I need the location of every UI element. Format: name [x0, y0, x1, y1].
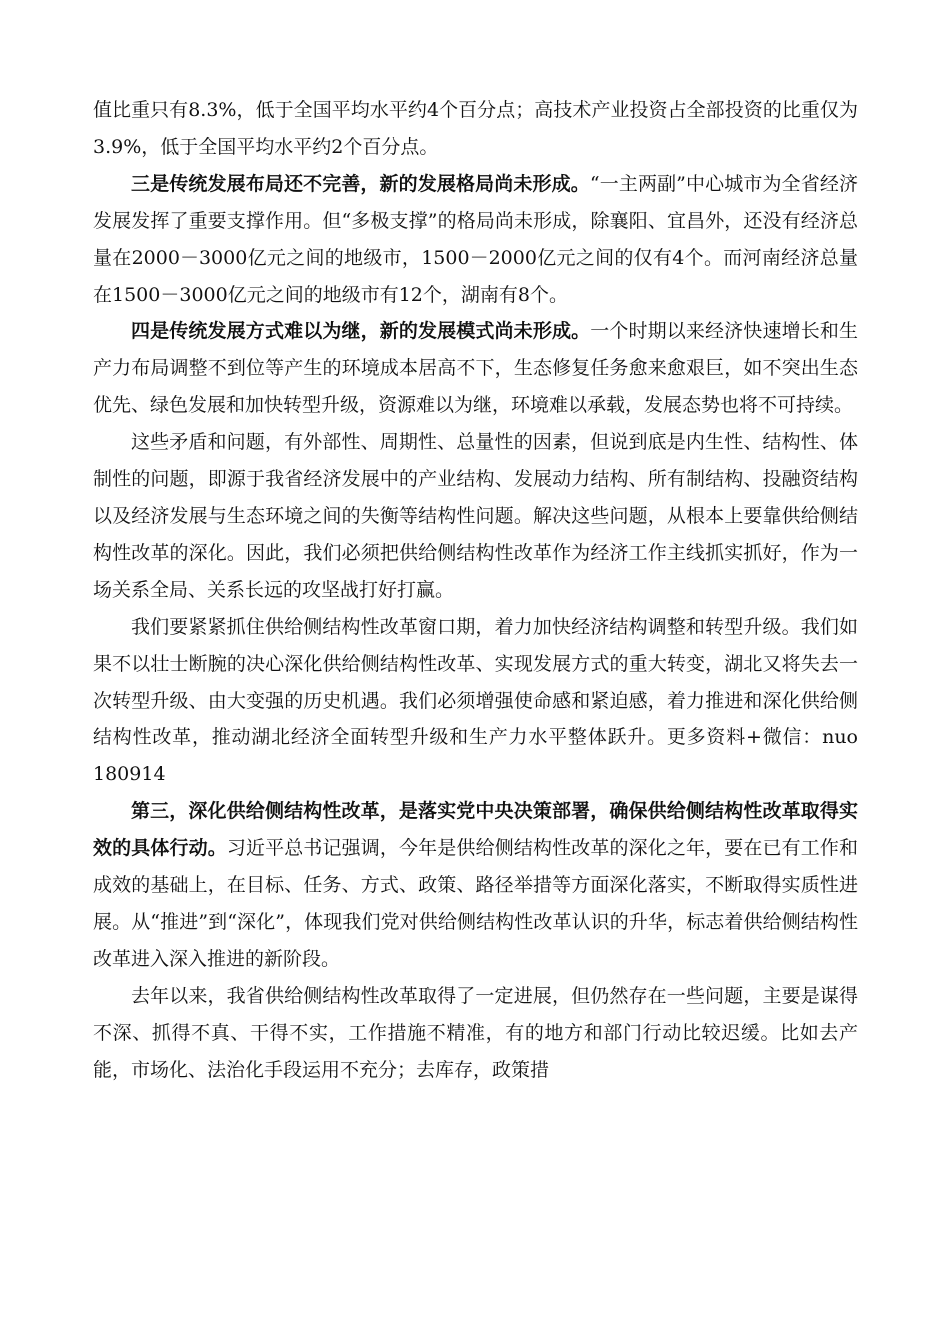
paragraph-1-text: 值比重只有8.3%，低于全国平均水平约4个百分点；高技术产业投资占全部投资的比重仅为3.9%，低于全国平均水平约2个百分点。 — [93, 99, 858, 158]
paragraph-7-text: 去年以来，我省供给侧结构性改革取得了一定进展，但仍然存在一些问题，主要是谋得不深、抓得不真、干得不实，工作措施不精准，有的地方和部门行动比较迟缓。比如去产能，市场化、法治化手段运用不充分；去库存，政策措 — [93, 984, 858, 1081]
paragraph-5-text: 我们要紧紧抓住供给侧结构性改革窗口期，着力加快经济结构调整和转型升级。我们如果不以壮士断腕的决心深化供给侧结构性改革、实现发展方式的重大转变，湖北又将失去一次转型升级、由大变强的历史机遇。我们必须增强使命感和紧迫感，着力推进和深化供给侧结构性改革，推动湖北经济全面转型升级和生产力水平整体跃升。更多资料+微信：nuo 180914 — [93, 615, 858, 786]
paragraph-3 — [93, 313, 858, 424]
paragraph-3-text: 一个时期以来经济快速增长和生产力布局调整不到位等产生的环境成本居高不下，生态修复任务愈来愈艰巨，如不突出生态优先、绿色发展和加快转型升级，资源难以为继，环境难以承载，发展态势也将不可持续。 — [93, 320, 858, 417]
paragraph-6-lead: 第三，深化供给侧结构性改革，是落实党中央决策部署，确保供给侧结构性改革取得实效的具体行动。 — [93, 800, 858, 860]
paragraph-2 — [93, 166, 858, 314]
paragraph-1 — [93, 92, 858, 166]
paragraph-5 — [93, 609, 858, 794]
paragraph-7 — [93, 978, 858, 1089]
paragraph-6-text: 习近平总书记强调，今年是供给侧结构性改革的深化之年，要在已有工作和成效的基础上，在目标、任务、方式、政策、路径举措等方面深化落实，不断取得实质性进展。从“推进”到“深化”，体现我们党对供给侧结构性改革认识的升华，标志着供给侧结构性改革进入深入推进的新阶段。 — [93, 837, 858, 970]
paragraph-2-text: “一主两副”中心城市为全省经济发展发挥了重要支撑作用。但“多极支撑”的格局尚未形成，除襄阳、宜昌外，还没有经济总量在2000－3000亿元之间的地级市，1500－2000亿元之间的仅有4个。而河南经济总量在1500－3000亿元之间的地级市有12个，湖南有8个。 — [93, 172, 858, 306]
paragraph-6 — [93, 793, 858, 978]
paragraph-3-lead: 四是传统发展方式难以为继，新的发展模式尚未形成。 — [131, 320, 591, 343]
paragraph-4-text: 这些矛盾和问题，有外部性、周期性、总量性的因素，但说到底是内生性、结构性、体制性的问题，即源于我省经济发展中的产业结构、发展动力结构、所有制结构、投融资结构以及经济发展与生态环境之间的失衡等结构性问题。解决这些问题，从根本上要靠供给侧结构性改革的深化。因此，我们必须把供给侧结构性改革作为经济工作主线抓实抓好，作为一场关系全局、关系长远的攻坚战打好打赢。 — [93, 431, 858, 601]
paragraph-4 — [93, 424, 858, 609]
document-page — [93, 92, 858, 1088]
paragraph-2-lead: 三是传统发展布局还不完善，新的发展格局尚未形成。 — [131, 172, 590, 195]
